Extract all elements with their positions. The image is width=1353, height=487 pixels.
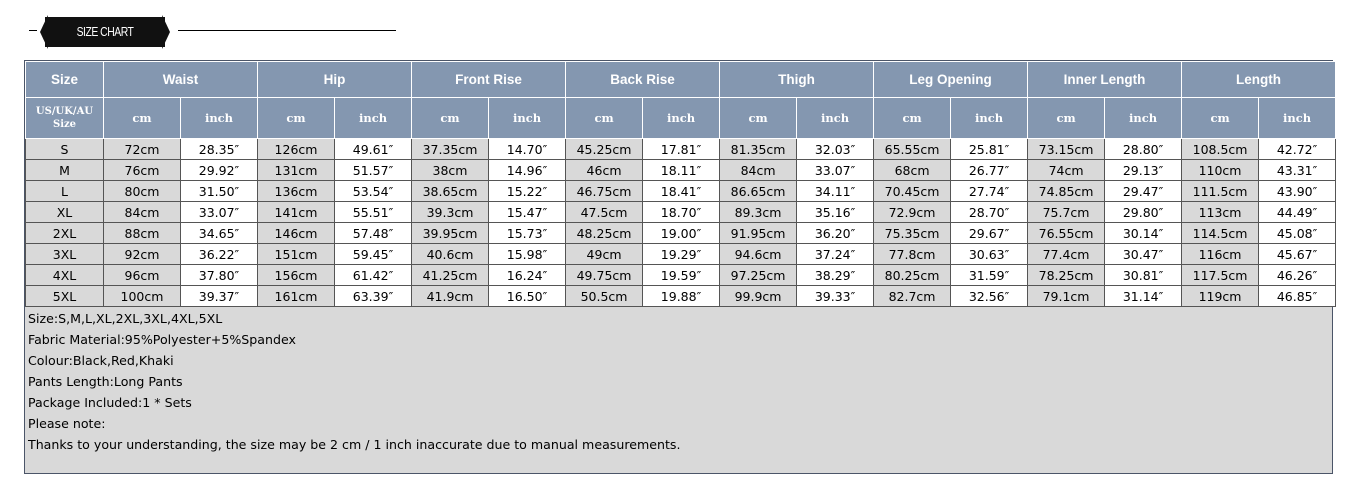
waist-cm-cell: 92cm <box>104 244 181 265</box>
unit-cm-waist: cm <box>104 98 181 139</box>
size-subheader-line2: Size <box>52 119 77 130</box>
leg-opening-inch-cell: 28.70″ <box>951 202 1028 223</box>
waist-inch-cell: 29.92″ <box>181 160 258 181</box>
front-rise-cm-cell: 37.35cm <box>412 139 489 160</box>
group-header-row <box>26 62 1336 98</box>
back-rise-cm-cell: 49.75cm <box>566 265 643 286</box>
hip-inch-cell: 53.54″ <box>335 181 412 202</box>
length-inch-cell: 46.26″ <box>1259 265 1336 286</box>
size-cell: 5XL <box>26 286 104 307</box>
unit-inch-back-rise: inch <box>643 98 720 139</box>
note-line: Fabric Material:95%Polyester+5%Spandex <box>28 332 296 347</box>
size-cell: 2XL <box>26 223 104 244</box>
inner-length-cm-cell: 73.15cm <box>1028 139 1105 160</box>
unit-cm-back-rise: cm <box>566 98 643 139</box>
group-header-inner-length: Inner Length <box>1028 62 1182 98</box>
leg-opening-cm-cell: 72.9cm <box>874 202 951 223</box>
note-line: Pants Length:Long Pants <box>28 374 183 389</box>
inner-length-cm-cell: 79.1cm <box>1028 286 1105 307</box>
product-notes <box>28 308 1328 455</box>
back-rise-inch-cell: 19.59″ <box>643 265 720 286</box>
size-chart-title: SIZE CHART <box>76 24 134 39</box>
unit-inch-front-rise: inch <box>489 98 566 139</box>
back-rise-cm-cell: 50.5cm <box>566 286 643 307</box>
group-header-back-rise: Back Rise <box>566 62 720 98</box>
length-cm-cell: 117.5cm <box>1182 265 1259 286</box>
thigh-cm-cell: 89.3cm <box>720 202 797 223</box>
size-chart-table <box>25 61 1336 307</box>
waist-cm-cell: 88cm <box>104 223 181 244</box>
length-cm-cell: 113cm <box>1182 202 1259 223</box>
back-rise-inch-cell: 18.41″ <box>643 181 720 202</box>
length-inch-cell: 44.49″ <box>1259 202 1336 223</box>
leg-opening-cm-cell: 82.7cm <box>874 286 951 307</box>
thigh-cm-cell: 99.9cm <box>720 286 797 307</box>
leg-opening-cm-cell: 70.45cm <box>874 181 951 202</box>
group-header-hip: Hip <box>258 62 412 98</box>
length-cm-cell: 111.5cm <box>1182 181 1259 202</box>
size-cell: XL <box>26 202 104 223</box>
unit-inch-leg-opening: inch <box>951 98 1028 139</box>
back-rise-inch-cell: 19.88″ <box>643 286 720 307</box>
thigh-cm-cell: 81.35cm <box>720 139 797 160</box>
leg-opening-cm-cell: 68cm <box>874 160 951 181</box>
leg-opening-inch-cell: 32.56″ <box>951 286 1028 307</box>
note-line: Thanks to your understanding, the size may be 2 cm / 1 inch inaccurate due to manual measurements. <box>28 437 681 452</box>
hip-cm-cell: 151cm <box>258 244 335 265</box>
hip-cm-cell: 136cm <box>258 181 335 202</box>
note-line: Size:S,M,L,XL,2XL,3XL,4XL,5XL <box>28 311 223 326</box>
size-chart-body <box>26 139 1336 307</box>
waist-cm-cell: 100cm <box>104 286 181 307</box>
hip-inch-cell: 49.61″ <box>335 139 412 160</box>
inner-length-inch-cell: 29.13″ <box>1105 160 1182 181</box>
group-header-thigh: Thigh <box>720 62 874 98</box>
table-row <box>26 202 1336 223</box>
inner-length-cm-cell: 78.25cm <box>1028 265 1105 286</box>
size-cell: L <box>26 181 104 202</box>
unit-header-row <box>26 98 1336 139</box>
waist-cm-cell: 84cm <box>104 202 181 223</box>
waist-inch-cell: 28.35″ <box>181 139 258 160</box>
unit-cm-length: cm <box>1182 98 1259 139</box>
thigh-cm-cell: 97.25cm <box>720 265 797 286</box>
unit-inch-inner-length: inch <box>1105 98 1182 139</box>
waist-cm-cell: 76cm <box>104 160 181 181</box>
hip-cm-cell: 146cm <box>258 223 335 244</box>
front-rise-inch-cell: 14.96″ <box>489 160 566 181</box>
front-rise-cm-cell: 38cm <box>412 160 489 181</box>
front-rise-inch-cell: 16.50″ <box>489 286 566 307</box>
leg-opening-cm-cell: 77.8cm <box>874 244 951 265</box>
unit-inch-hip: inch <box>335 98 412 139</box>
unit-inch-waist: inch <box>181 98 258 139</box>
length-cm-cell: 110cm <box>1182 160 1259 181</box>
group-header-length: Length <box>1182 62 1336 98</box>
thigh-inch-cell: 36.20″ <box>797 223 874 244</box>
front-rise-inch-cell: 15.47″ <box>489 202 566 223</box>
hip-cm-cell: 131cm <box>258 160 335 181</box>
leg-opening-cm-cell: 80.25cm <box>874 265 951 286</box>
unit-cm-front-rise: cm <box>412 98 489 139</box>
thigh-cm-cell: 94.6cm <box>720 244 797 265</box>
size-cell: S <box>26 139 104 160</box>
hip-cm-cell: 126cm <box>258 139 335 160</box>
front-rise-inch-cell: 16.24″ <box>489 265 566 286</box>
leg-opening-inch-cell: 31.59″ <box>951 265 1028 286</box>
waist-inch-cell: 37.80″ <box>181 265 258 286</box>
front-rise-cm-cell: 39.3cm <box>412 202 489 223</box>
back-rise-cm-cell: 47.5cm <box>566 202 643 223</box>
unit-cm-thigh: cm <box>720 98 797 139</box>
length-inch-cell: 45.67″ <box>1259 244 1336 265</box>
inner-length-inch-cell: 29.47″ <box>1105 181 1182 202</box>
hip-inch-cell: 63.39″ <box>335 286 412 307</box>
inner-length-inch-cell: 29.80″ <box>1105 202 1182 223</box>
front-rise-cm-cell: 41.25cm <box>412 265 489 286</box>
size-chart-panel <box>24 60 1333 474</box>
back-rise-cm-cell: 48.25cm <box>566 223 643 244</box>
inner-length-cm-cell: 74cm <box>1028 160 1105 181</box>
group-header-front-rise: Front Rise <box>412 62 566 98</box>
size-cell: 3XL <box>26 244 104 265</box>
size-chart-header <box>0 0 1353 50</box>
back-rise-inch-cell: 19.29″ <box>643 244 720 265</box>
thigh-cm-cell: 86.65cm <box>720 181 797 202</box>
length-cm-cell: 116cm <box>1182 244 1259 265</box>
unit-inch-thigh: inch <box>797 98 874 139</box>
thigh-inch-cell: 35.16″ <box>797 202 874 223</box>
back-rise-cm-cell: 46cm <box>566 160 643 181</box>
front-rise-inch-cell: 15.73″ <box>489 223 566 244</box>
inner-length-inch-cell: 30.14″ <box>1105 223 1182 244</box>
length-cm-cell: 119cm <box>1182 286 1259 307</box>
table-row <box>26 265 1336 286</box>
thigh-cm-cell: 91.95cm <box>720 223 797 244</box>
waist-cm-cell: 96cm <box>104 265 181 286</box>
leg-opening-cm-cell: 75.35cm <box>874 223 951 244</box>
size-cell: M <box>26 160 104 181</box>
table-row <box>26 223 1336 244</box>
thigh-inch-cell: 37.24″ <box>797 244 874 265</box>
thigh-inch-cell: 38.29″ <box>797 265 874 286</box>
back-rise-inch-cell: 18.70″ <box>643 202 720 223</box>
size-chart-banner <box>45 17 165 47</box>
back-rise-inch-cell: 17.81″ <box>643 139 720 160</box>
note-line: Colour:Black,Red,Khaki <box>28 353 174 368</box>
unit-cm-hip: cm <box>258 98 335 139</box>
inner-length-cm-cell: 77.4cm <box>1028 244 1105 265</box>
thigh-cm-cell: 84cm <box>720 160 797 181</box>
thigh-inch-cell: 33.07″ <box>797 160 874 181</box>
length-inch-cell: 45.08″ <box>1259 223 1336 244</box>
header-rule <box>178 30 396 31</box>
back-rise-cm-cell: 49cm <box>566 244 643 265</box>
length-inch-cell: 42.72″ <box>1259 139 1336 160</box>
size-subheader-line1: US/UK/AU <box>35 106 94 117</box>
front-rise-cm-cell: 39.95cm <box>412 223 489 244</box>
length-inch-cell: 43.90″ <box>1259 181 1336 202</box>
hip-inch-cell: 51.57″ <box>335 160 412 181</box>
note-line: Package Included:1 * Sets <box>28 395 192 410</box>
inner-length-cm-cell: 76.55cm <box>1028 223 1105 244</box>
table-row <box>26 181 1336 202</box>
waist-inch-cell: 34.65″ <box>181 223 258 244</box>
leg-opening-cm-cell: 65.55cm <box>874 139 951 160</box>
waist-inch-cell: 39.37″ <box>181 286 258 307</box>
back-rise-cm-cell: 45.25cm <box>566 139 643 160</box>
waist-inch-cell: 33.07″ <box>181 202 258 223</box>
front-rise-cm-cell: 40.6cm <box>412 244 489 265</box>
hip-inch-cell: 59.45″ <box>335 244 412 265</box>
hip-cm-cell: 156cm <box>258 265 335 286</box>
size-subheader <box>26 98 104 139</box>
inner-length-inch-cell: 31.14″ <box>1105 286 1182 307</box>
thigh-inch-cell: 32.03″ <box>797 139 874 160</box>
size-header: Size <box>26 62 104 98</box>
table-row <box>26 160 1336 181</box>
length-inch-cell: 46.85″ <box>1259 286 1336 307</box>
front-rise-cm-cell: 41.9cm <box>412 286 489 307</box>
waist-cm-cell: 80cm <box>104 181 181 202</box>
back-rise-inch-cell: 18.11″ <box>643 160 720 181</box>
inner-length-cm-cell: 74.85cm <box>1028 181 1105 202</box>
leg-opening-inch-cell: 29.67″ <box>951 223 1028 244</box>
unit-cm-inner-length: cm <box>1028 98 1105 139</box>
waist-cm-cell: 72cm <box>104 139 181 160</box>
front-rise-inch-cell: 15.22″ <box>489 181 566 202</box>
thigh-inch-cell: 34.11″ <box>797 181 874 202</box>
leg-opening-inch-cell: 25.81″ <box>951 139 1028 160</box>
table-row <box>26 244 1336 265</box>
back-rise-cm-cell: 46.75cm <box>566 181 643 202</box>
leg-opening-inch-cell: 26.77″ <box>951 160 1028 181</box>
inner-length-cm-cell: 75.7cm <box>1028 202 1105 223</box>
leg-opening-inch-cell: 27.74″ <box>951 181 1028 202</box>
thigh-inch-cell: 39.33″ <box>797 286 874 307</box>
group-header-leg-opening: Leg Opening <box>874 62 1028 98</box>
back-rise-inch-cell: 19.00″ <box>643 223 720 244</box>
header-dash <box>29 30 37 31</box>
hip-cm-cell: 161cm <box>258 286 335 307</box>
inner-length-inch-cell: 28.80″ <box>1105 139 1182 160</box>
note-line: Please note: <box>28 416 106 431</box>
unit-cm-leg-opening: cm <box>874 98 951 139</box>
waist-inch-cell: 31.50″ <box>181 181 258 202</box>
length-cm-cell: 114.5cm <box>1182 223 1259 244</box>
hip-inch-cell: 55.51″ <box>335 202 412 223</box>
table-row <box>26 286 1336 307</box>
hip-inch-cell: 57.48″ <box>335 223 412 244</box>
unit-inch-length: inch <box>1259 98 1336 139</box>
front-rise-inch-cell: 15.98″ <box>489 244 566 265</box>
hip-cm-cell: 141cm <box>258 202 335 223</box>
waist-inch-cell: 36.22″ <box>181 244 258 265</box>
size-cell: 4XL <box>26 265 104 286</box>
inner-length-inch-cell: 30.47″ <box>1105 244 1182 265</box>
front-rise-inch-cell: 14.70″ <box>489 139 566 160</box>
table-row <box>26 139 1336 160</box>
leg-opening-inch-cell: 30.63″ <box>951 244 1028 265</box>
length-cm-cell: 108.5cm <box>1182 139 1259 160</box>
length-inch-cell: 43.31″ <box>1259 160 1336 181</box>
hip-inch-cell: 61.42″ <box>335 265 412 286</box>
inner-length-inch-cell: 30.81″ <box>1105 265 1182 286</box>
front-rise-cm-cell: 38.65cm <box>412 181 489 202</box>
group-header-waist: Waist <box>104 62 258 98</box>
